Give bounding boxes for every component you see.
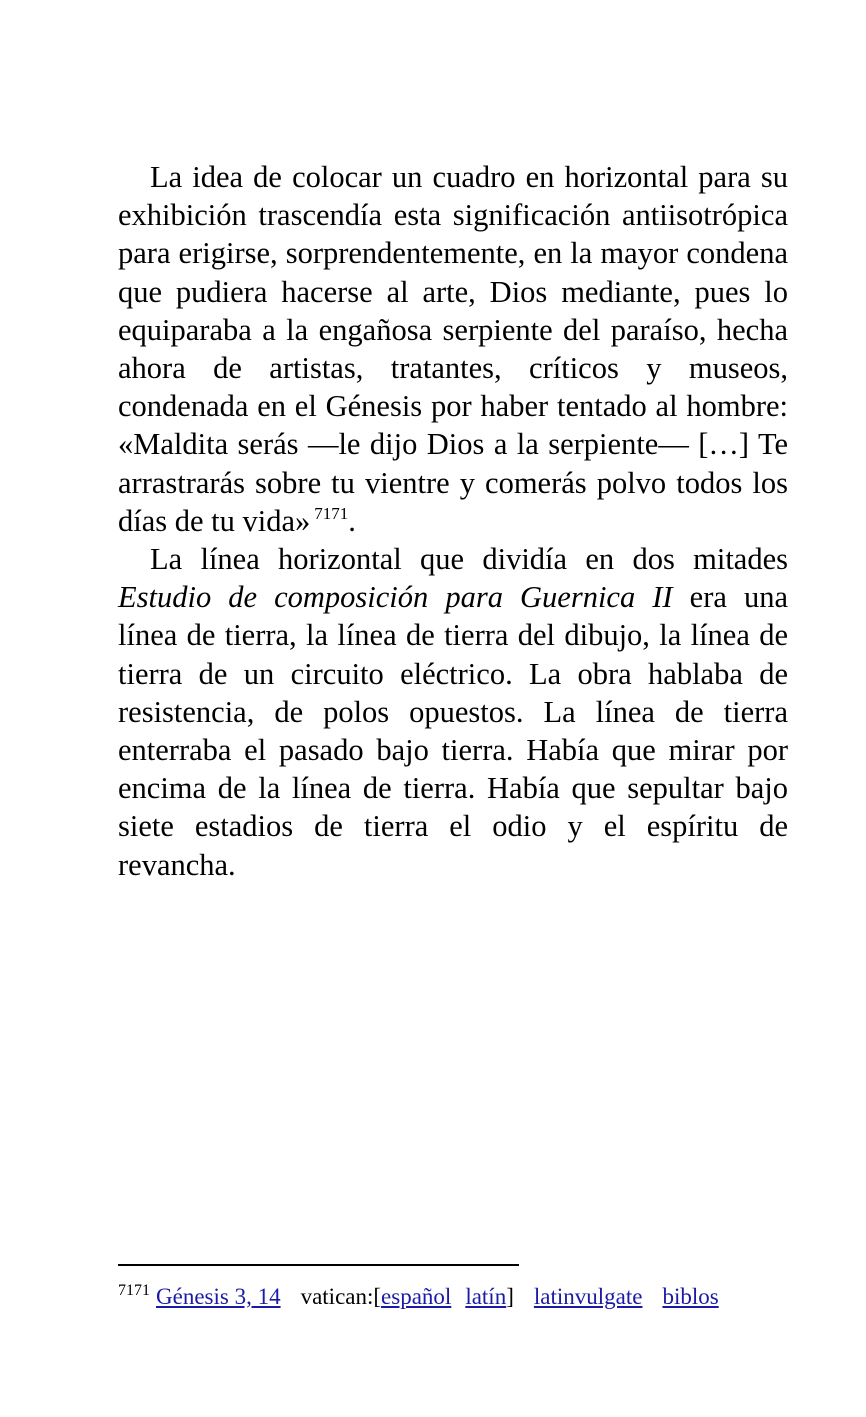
artwork-title: Estudio de composición para Guernica II [118,580,673,615]
link-latinvulgate[interactable]: latinvulgate [533,1284,643,1309]
footnote [118,1282,818,1312]
footnote-number: 7171 [118,1282,150,1299]
page-body [118,158,788,884]
vatican-suffix: ] [506,1284,514,1309]
paragraph-1-text: La idea de colocar un cuadro en horizontal para su exhibición trascendía esta significación antiisotrópica para erigirse, sorprendentemente, en la mayor condena que pudiera hacerse al arte, Dios mediante, pues lo equiparaba a la engañosa serpiente del paraíso, hecha ahora de artistas, tratantes, críticos y museos, condenada en el Génesis por haber tentado al hombre: «Maldita serás —le dijo Dios a la serpiente— […] Te arrastrarás sobre tu vientre y comerás polvo todos los días de tu vida» [118,160,788,538]
paragraph-1-end: . [348,503,356,538]
paragraph-1 [118,158,788,540]
vatican-prefix: vatican:[ [300,1284,382,1309]
link-latin[interactable]: latín [465,1284,507,1309]
footnote-divider [118,1264,519,1266]
link-genesis[interactable]: Génesis 3, 14 [156,1284,281,1309]
link-biblos[interactable]: biblos [662,1284,719,1309]
link-espanol[interactable]: español [381,1284,452,1309]
footnote-reference[interactable]: 7171 [314,503,349,523]
paragraph-2-lead: La línea horizontal que dividía en dos mitades [150,542,788,577]
paragraph-2-text: era una línea de tierra, la línea de tierra del dibujo, la línea de tierra de un circuito eléctrico. La obra hablaba de resistencia, de polos opuestos. La línea de tierra enterraba el pasado bajo tierra. Había que mirar por encima de la línea de tierra. Había que sepultar bajo siete estadios de tierra el odio y el espíritu de revancha. [118,580,788,882]
paragraph-2 [118,540,788,884]
